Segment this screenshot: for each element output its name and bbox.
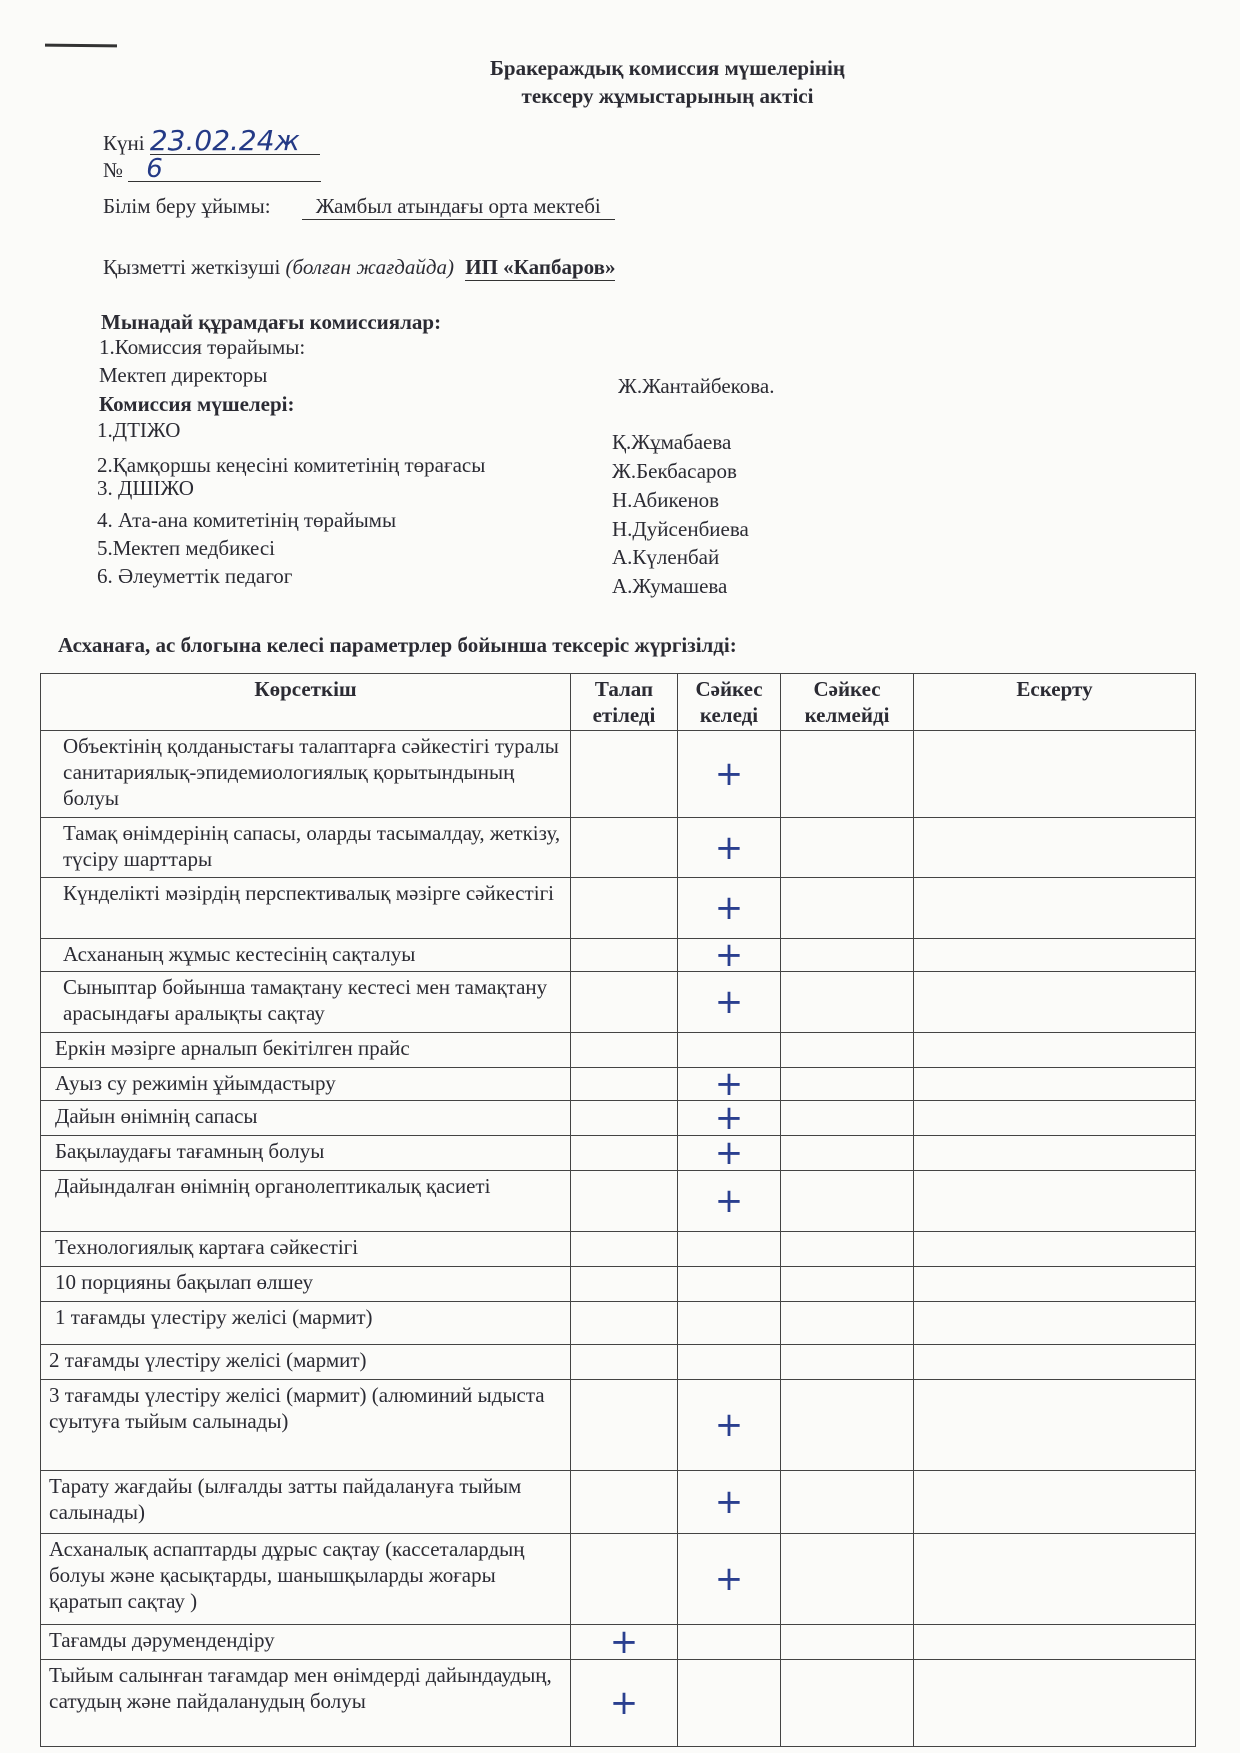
table-row: [41, 1345, 1196, 1380]
inspection-table: [40, 673, 1196, 1747]
row-required-mark: [571, 1136, 678, 1171]
row-complies-mark: +: [678, 878, 781, 939]
row-complies-mark: +: [678, 731, 781, 818]
row-complies-mark: +: [678, 1101, 781, 1136]
row-required-mark: [571, 1232, 678, 1267]
row-not-complies-mark: [781, 1136, 914, 1171]
organization-line: [103, 194, 615, 220]
row-complies-mark: [678, 1345, 781, 1380]
row-note: [914, 1625, 1196, 1660]
header-complies: Сәйкес келеді: [678, 674, 781, 731]
row-indicator-text: Ауыз су режимін ұйымдастыру: [41, 1068, 571, 1101]
chair-role: Мектеп директоры: [99, 363, 268, 387]
row-required-mark: [571, 1171, 678, 1232]
row-not-complies-mark: [781, 1534, 914, 1625]
member-name-5: А.Күленбай: [612, 545, 720, 569]
table-row: [41, 939, 1196, 972]
row-required-mark: [571, 1267, 678, 1302]
number-label: №: [103, 158, 124, 182]
row-complies-mark: +: [678, 1471, 781, 1534]
member-role-1: 1.ДТІЖО: [97, 418, 181, 442]
table-row: [41, 1101, 1196, 1136]
table-row: [41, 1033, 1196, 1068]
row-not-complies-mark: [781, 939, 914, 972]
row-note: [914, 1033, 1196, 1068]
row-indicator-text: Технологиялық картаға сәйкестігі: [41, 1232, 571, 1267]
supplier-value: ИП «Капбаров»: [465, 255, 616, 279]
member-name-2: Ж.Бекбасаров: [612, 459, 737, 483]
chair-heading: 1.Комиссия төрайымы:: [99, 335, 306, 359]
row-required-mark: [571, 1068, 678, 1101]
table-row: [41, 1625, 1196, 1660]
row-required-mark: [571, 1033, 678, 1068]
document-title-line1: Бракераждық комиссия мүшелерінің: [490, 56, 845, 80]
row-indicator-text: 2 тағамды үлестіру желісі (мармит): [41, 1345, 571, 1380]
table-row: [41, 1267, 1196, 1302]
table-row: [41, 1302, 1196, 1345]
row-not-complies-mark: [781, 731, 914, 818]
row-note: [914, 1068, 1196, 1101]
organization-value: Жамбыл атындағы орта мектебі: [302, 194, 615, 220]
row-not-complies-mark: [781, 1171, 914, 1232]
row-indicator-text: Тағамды дәрумендендіру: [41, 1625, 571, 1660]
table-row: [41, 972, 1196, 1033]
row-note: [914, 1534, 1196, 1625]
row-indicator-text: Еркін мәзірге арналып бекітілген прайс: [41, 1033, 571, 1068]
commission-heading: Мынадай құрамдағы комиссиялар:: [101, 310, 442, 334]
row-required-mark: [571, 1345, 678, 1380]
row-required-mark: [571, 878, 678, 939]
row-indicator-text: 3 тағамды үлестіру желісі (мармит) (алюминий ыдыста суытуға тыйым салынады): [41, 1380, 571, 1471]
row-required-mark: [571, 1534, 678, 1625]
row-indicator-text: Тамақ өнімдерінің сапасы, оларды тасымалдау, жеткізу, түсіру шарттары: [41, 818, 571, 878]
table-row: [41, 1171, 1196, 1232]
row-required-mark: [571, 939, 678, 972]
member-name-3: Н.Абикенов: [612, 488, 720, 512]
row-required-mark: [571, 972, 678, 1033]
row-indicator-text: Дайындалған өнімнің органолептикалық қасиеті: [41, 1171, 571, 1232]
row-complies-mark: +: [678, 1068, 781, 1101]
header-required: Талап етіледі: [571, 674, 678, 731]
member-name-4: Н.Дуйсенбиева: [612, 517, 749, 541]
row-required-mark: [571, 731, 678, 818]
row-note: [914, 1232, 1196, 1267]
row-indicator-text: Объектінің қолданыстағы талаптарға сәйкестігі туралы санитариялық-эпидемиологиялық қорытындының болуы: [41, 731, 571, 818]
row-complies-mark: [678, 1625, 781, 1660]
number-value: 6: [128, 157, 321, 182]
document-title-line2: тексеру жұмыстарының актісі: [521, 84, 814, 108]
header-note: Ескерту: [914, 674, 1196, 731]
table-row: [41, 1471, 1196, 1534]
table-row: [41, 731, 1196, 818]
table-row: [41, 1660, 1196, 1747]
row-complies-mark: [678, 1232, 781, 1267]
header-indicator: Көрсеткіш: [41, 674, 571, 731]
row-complies-mark: +: [678, 972, 781, 1033]
member-name-1: Қ.Жұмабаева: [612, 430, 732, 454]
table-body: [41, 731, 1196, 1747]
row-complies-mark: +: [678, 1171, 781, 1232]
number-line: [103, 154, 321, 184]
table-row: [41, 1534, 1196, 1625]
table-row: [41, 818, 1196, 878]
corner-mark: [45, 44, 117, 48]
row-complies-mark: +: [678, 1380, 781, 1471]
date-label: Күні: [103, 131, 145, 155]
row-not-complies-mark: [781, 972, 914, 1033]
supplier-label: Қызметті жеткізуші: [103, 255, 281, 279]
row-note: [914, 1471, 1196, 1534]
date-line: [103, 124, 320, 157]
row-required-mark: [571, 1302, 678, 1345]
table-row: [41, 878, 1196, 939]
row-not-complies-mark: [781, 1302, 914, 1345]
member-role-2: 2.Қамқоршы кеңесіні комитетінің төрағасы: [97, 453, 486, 477]
row-note: [914, 939, 1196, 972]
row-not-complies-mark: [781, 1267, 914, 1302]
row-complies-mark: +: [678, 1136, 781, 1171]
row-note: [914, 1136, 1196, 1171]
row-note: [914, 972, 1196, 1033]
date-value: 23.02.24ж: [150, 128, 320, 155]
member-role-3: 3. ДШІЖО: [97, 476, 194, 500]
row-not-complies-mark: [781, 1660, 914, 1747]
member-role-4: 4. Ата-ана комитетінің төрайымы: [97, 508, 397, 532]
row-not-complies-mark: [781, 1101, 914, 1136]
row-indicator-text: Асханалық аспаптарды дұрыс сақтау (кассеталардың болуы және қасықтарды, шанышқыларды жоғары қаратып сақтау ): [41, 1534, 571, 1625]
table-header-row: [41, 674, 1196, 731]
row-note: [914, 1660, 1196, 1747]
row-note: [914, 818, 1196, 878]
row-note: [914, 1345, 1196, 1380]
row-indicator-text: 10 порцияны бақылап өлшеу: [41, 1267, 571, 1302]
supplier-note: (болған жағдайда): [285, 255, 455, 279]
row-complies-mark: +: [678, 939, 781, 972]
row-complies-mark: +: [678, 1534, 781, 1625]
members-heading: Комиссия мүшелері:: [99, 392, 295, 416]
row-not-complies-mark: [781, 1345, 914, 1380]
row-note: [914, 1302, 1196, 1345]
row-required-mark: [571, 1380, 678, 1471]
row-note: [914, 731, 1196, 818]
row-complies-mark: +: [678, 818, 781, 878]
check-heading: Асханаға, ас блогына келесі параметрлер бойынша тексеріс жүргізілді:: [58, 633, 737, 657]
row-note: [914, 878, 1196, 939]
row-complies-mark: [678, 1033, 781, 1068]
row-note: [914, 1267, 1196, 1302]
member-role-6: 6. Әлеуметтік педагог: [97, 564, 293, 588]
row-indicator-text: 1 тағамды үлестіру желісі (мармит): [41, 1302, 571, 1345]
row-not-complies-mark: [781, 1625, 914, 1660]
row-required-mark: [571, 1471, 678, 1534]
row-not-complies-mark: [781, 1380, 914, 1471]
row-indicator-text: Бақылаудағы тағамның болуы: [41, 1136, 571, 1171]
table-row: [41, 1068, 1196, 1101]
row-required-mark: +: [571, 1625, 678, 1660]
row-required-mark: [571, 1101, 678, 1136]
chair-name: Ж.Жантайбекова.: [618, 374, 775, 398]
row-not-complies-mark: [781, 878, 914, 939]
row-not-complies-mark: [781, 1232, 914, 1267]
row-note: [914, 1171, 1196, 1232]
row-note: [914, 1380, 1196, 1471]
row-complies-mark: [678, 1267, 781, 1302]
row-not-complies-mark: [781, 1068, 914, 1101]
row-complies-mark: [678, 1302, 781, 1345]
row-complies-mark: [678, 1660, 781, 1747]
row-required-mark: +: [571, 1660, 678, 1747]
row-indicator-text: Тарату жағдайы (ылғалды затты пайдалануға тыйым салынады): [41, 1471, 571, 1534]
member-role-5: 5.Мектеп медбикесі: [97, 536, 275, 560]
row-not-complies-mark: [781, 1471, 914, 1534]
supplier-line: [103, 255, 615, 281]
header-not-complies: Сәйкес келмейді: [781, 674, 914, 731]
row-not-complies-mark: [781, 1033, 914, 1068]
member-name-6: А.Жумашева: [612, 574, 728, 598]
row-indicator-text: Тыйым салынған тағамдар мен өнімдерді дайындаудың, сатудың және пайдаланудың болуы: [41, 1660, 571, 1747]
table-row: [41, 1380, 1196, 1471]
table-row: [41, 1136, 1196, 1171]
row-required-mark: [571, 818, 678, 878]
row-note: [914, 1101, 1196, 1136]
row-not-complies-mark: [781, 818, 914, 878]
organization-label: Білім беру ұйымы:: [103, 194, 271, 218]
row-indicator-text: Асхананың жұмыс кестесінің сақталуы: [41, 939, 571, 972]
row-indicator-text: Дайын өнімнің сапасы: [41, 1101, 571, 1136]
row-indicator-text: Күнделікті мәзірдің перспективалық мәзірге сәйкестігі: [41, 878, 571, 939]
table-row: [41, 1232, 1196, 1267]
row-indicator-text: Сыныптар бойынша тамақтану кестесі мен тамақтану арасындағы аралықты сақтау: [41, 972, 571, 1033]
